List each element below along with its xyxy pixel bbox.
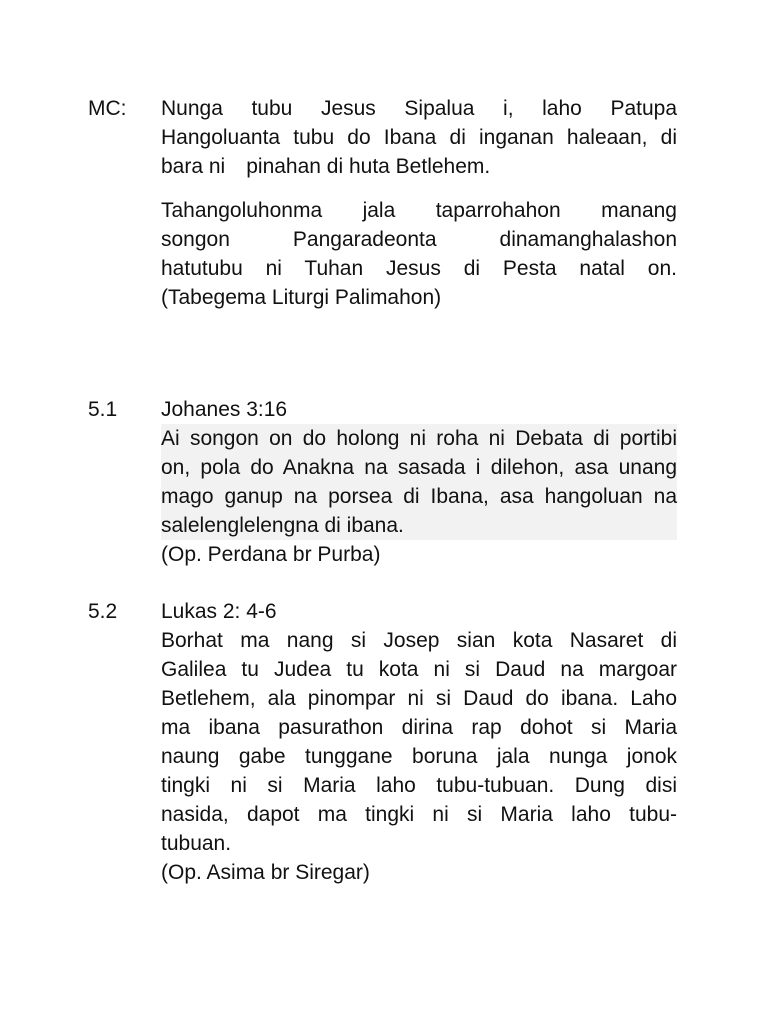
mc-p1-line-3b: pinahan di huta Betlehem. — [246, 155, 491, 178]
section-5-2-number: 5.2 — [88, 600, 118, 623]
mc-p1-line-3a: bara ni — [161, 155, 226, 178]
section-5-2-line-3: Betlehem, ala pinompar ni si Daud do ibana. Laho — [161, 687, 677, 710]
section-5-1-reader: (Op. Perdana br Purba) — [161, 543, 381, 566]
mc-p2-line-1: Tahangoluhonma jala taparrohahon manang — [161, 199, 677, 222]
section-5-2-reference: Lukas 2: 4-6 — [161, 600, 277, 623]
section-5-1-number: 5.1 — [88, 398, 118, 421]
section-5-1-line-4: salelenglelengna di ibana. — [161, 514, 404, 537]
section-5-1-verse — [161, 424, 677, 540]
section-5-1-line-2: on, pola do Anakna na sasada i dilehon, asa unang — [161, 456, 677, 479]
mc-p1-line-1: Nunga tubu Jesus Sipalua i, laho Patupa — [161, 97, 677, 120]
section-5-1-line-1: Ai songon on do holong ni roha ni Debata di portibi — [161, 427, 677, 450]
section-5-2-line-1: Borhat ma nang si Josep sian kota Nasaret di — [161, 629, 677, 652]
section-5-1-reference: Johanes 3:16 — [161, 398, 288, 421]
mc-body — [161, 94, 677, 312]
section-5-2-line-7: nasida, dapot ma tingki ni si Maria laho tubu- — [161, 803, 677, 826]
mc-p2-line-3: hatutubu ni Tuhan Jesus di Pesta natal on. — [161, 257, 677, 280]
mc-paragraph-2 — [161, 196, 677, 312]
section-5-2-reader: (Op. Asima br Siregar) — [161, 861, 370, 884]
mc-p1-line-3 — [161, 152, 677, 181]
mc-p1-line-2: Hangoluanta tubu do Ibana di inganan haleaan, di — [161, 126, 677, 149]
mc-p2-line-4: (Tabegema Liturgi Palimahon) — [161, 286, 442, 309]
section-5-2-line-8: tubuan. — [161, 832, 232, 855]
section-5-2-line-4: ma ibana pasurathon dirina rap dohot si Maria — [161, 716, 677, 739]
section-5-2-body — [161, 597, 677, 887]
mc-paragraph-1 — [161, 94, 677, 181]
section-5-1-body — [161, 395, 677, 569]
mc-p2-line-2: songon Pangaradeonta dinamanghalashon — [161, 228, 677, 251]
mc-label: MC: — [88, 97, 127, 120]
section-5-2-line-2: Galilea tu Judea tu kota ni si Daud na margoar — [161, 658, 677, 681]
section-5-2-verse — [161, 626, 677, 858]
section-5-1-line-3: mago ganup na porsea di Ibana, asa hangoluan na — [161, 485, 677, 508]
section-5-2-line-5: naung gabe tunggane boruna jala nunga jonok — [161, 745, 677, 768]
section-5-2-line-6: tingki ni si Maria laho tubu-tubuan. Dung disi — [161, 774, 677, 797]
